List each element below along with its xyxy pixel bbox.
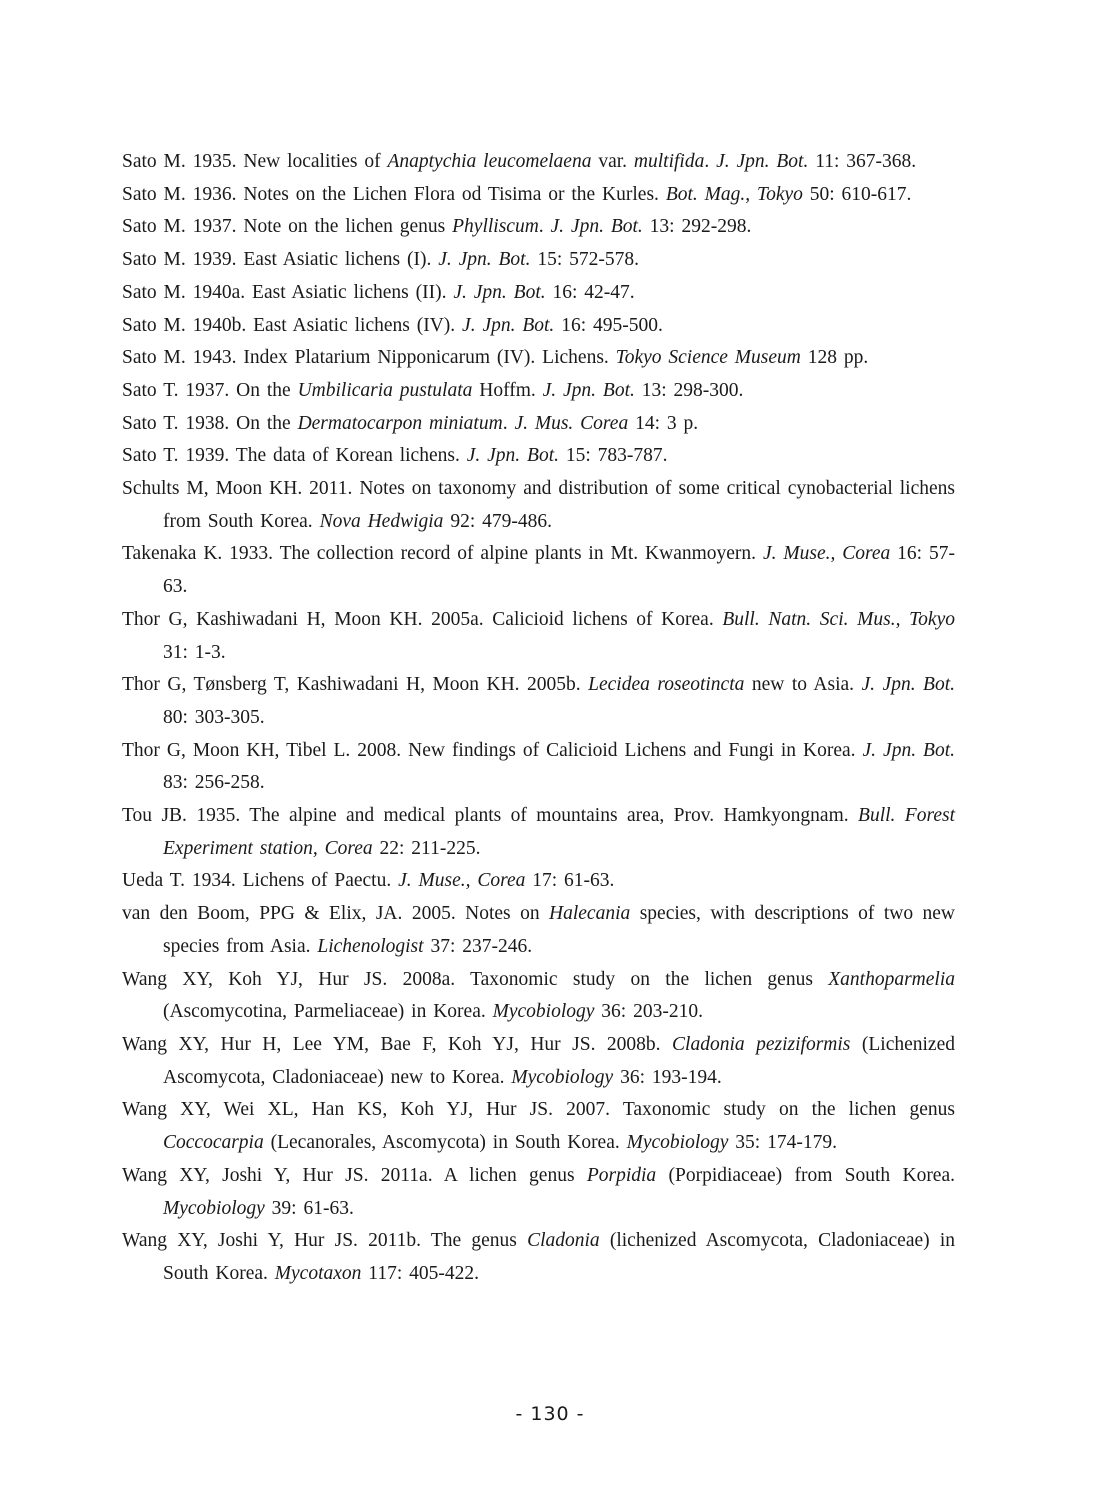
reference-text: 17: 61-63. [525,870,615,892]
reference-text: 36: 193-194. [613,1066,722,1088]
reference-text: Wang XY, Koh YJ, Hur JS. 2008a. Taxonomic study on the lichen genus [122,968,829,990]
reference-entry [122,1160,955,1225]
reference-text: 16: 57-63. [163,543,955,598]
reference-text: Sato M. 1935. New localities of [122,151,388,172]
reference-text: 39: 61-63. [264,1197,354,1219]
reference-italic-text: J. Mus. Corea [514,412,629,434]
reference-text: 16: 42-47. [545,281,635,303]
reference-text: 22: 211-225. [372,837,481,859]
reference-text: 83: 256-258. [163,772,265,794]
reference-text: (Lecanorales, Ascomycota) in South Korea. [263,1132,627,1154]
reference-text: 92: 479-486. [443,510,552,532]
reference-italic-text: J. Jpn. Bot. [453,281,546,303]
reference-italic-text: Lecidea roseotincta [588,674,745,696]
reference-text: (Lichenized Ascomycota, Cladoniaceae) new to Korea. [163,1033,955,1088]
reference-italic-text: Anaptychia leucomelaena [387,151,592,172]
reference-entry [122,669,955,734]
reference-entry [122,1094,955,1159]
page-number: - 130 - [515,1403,585,1425]
reference-text: 117: 405-422. [361,1262,479,1284]
reference-italic-text: J. Jpn. Bot. [862,739,956,761]
reference-text: 14: 3 p. [628,412,699,434]
reference-text: Sato M. 1943. Index Platarium Nipponicarum (IV). Lichens. [122,347,616,369]
reference-text: Schults M, Moon KH. 2011. Notes on taxonomy and distribution of some critical cynobacterial lichens from South Korea. [122,478,955,532]
reference-italic-text: Phylliscum [452,216,539,238]
reference-italic-text: Xanthoparmelia [828,968,955,990]
reference-italic-text: J. Jpn. Bot. [466,445,559,467]
reference-entry [122,408,955,441]
reference-text: Thor G, Tønsberg T, Kashiwadani H, Moon KH. 2005b. [122,674,589,696]
reference-text: . [502,412,515,434]
reference-text: Takenaka K. 1933. The collection record of alpine plants in Mt. Kwanmoyern. [122,543,763,565]
reference-italic-text: Mycobiology [163,1197,265,1219]
reference-text: 35: 174-179. [728,1132,837,1154]
reference-text: Sato T. 1939. The data of Korean lichens. [122,445,467,467]
reference-text: Ueda T. 1934. Lichens of Paectu. [122,870,399,892]
reference-text: new to Asia. [744,674,862,696]
reference-italic-text: Cladonia peziziformis [672,1033,851,1055]
reference-text: 13: 292-298. [642,216,752,238]
reference-italic-text: Mycobiology [492,1001,595,1023]
reference-entry [122,440,955,473]
reference-text: Sato T. 1938. On the [122,412,298,434]
reference-text: Wang XY, Joshi Y, Hur JS. 2011a. A lichen genus [122,1164,587,1186]
reference-text: Thor G, Moon KH, Tibel L. 2008. New findings of Calicioid Lichens and Fungi in Korea. [122,739,863,761]
reference-text: 13: 298-300. [634,379,744,401]
reference-text: 80: 303-305. [163,706,265,728]
reference-italic-text: J. Muse., Corea [398,870,526,892]
reference-italic-text: multifida [633,151,705,172]
reference-text: 15: 572-578. [530,249,640,271]
reference-italic-text: J. Muse., Corea [762,543,891,565]
reference-text: Sato M. 1940b. East Asiatic lichens (IV). [122,314,463,336]
reference-italic-text: Dermatocarpon miniatum [297,412,503,434]
reference-text: Sato M. 1936. Notes on the Lichen Flora od Tisima or the Kurles. [122,183,666,205]
reference-italic-text: J. Jpn. Bot. [438,249,531,271]
reference-text: 16: 495-500. [554,314,663,336]
reference-entry [122,538,955,603]
reference-italic-text: Bot. Mag., Tokyo [665,183,803,205]
reference-entry [122,604,955,669]
reference-entry [122,865,955,898]
reference-text: 11: 367-368. [808,151,917,172]
reference-text: Sato T. 1937. On the [122,379,298,401]
reference-text: (Porpidiaceae) from South Korea. [656,1164,955,1186]
reference-italic-text: J. Jpn. Bot. [861,674,956,696]
reference-italic-text: Mycobiology [626,1132,729,1154]
reference-italic-text: Nova Hedwigia [319,510,444,532]
reference-text: 36: 203-210. [594,1001,703,1023]
reference-text: Sato M. 1940a. East Asiatic lichens (II). [122,281,454,303]
reference-text: 37: 237-246. [423,935,533,957]
reference-text: Sato M. 1937. Note on the lichen genus [122,216,453,238]
reference-italic-text: J. Jpn. Bot. [542,379,635,401]
reference-italic-text: Porpidia [586,1164,657,1186]
reference-entry [122,1029,955,1094]
reference-text: (lichenized Ascomycota, Cladoniaceae) in South Korea. [163,1230,955,1284]
reference-italic-text: Mycobiology [511,1066,614,1088]
reference-entry [122,1225,955,1290]
reference-entry [122,800,955,865]
reference-italic-text: J. Jpn. Bot. [550,216,643,238]
reference-italic-text: Halecania [549,903,631,925]
reference-list [122,146,955,1291]
reference-italic-text: Bull. Natn. Sci. Mus., Tokyo [722,608,955,630]
reference-text: Wang XY, Joshi Y, Hur JS. 2011b. The genus [122,1230,528,1252]
reference-text: . [538,216,551,238]
reference-entry [122,211,955,244]
reference-entry [122,375,955,408]
reference-entry [122,310,955,343]
reference-italic-text: Mycotaxon [274,1262,362,1284]
reference-italic-text: Umbilicaria pustulata [297,379,473,401]
reference-text: 128 pp. [800,347,869,369]
reference-italic-text: Bull. Forest Experiment station, Corea [163,805,955,859]
reference-text: 15: 783-787. [558,445,668,467]
reference-text: (Ascomycotina, Parmeliaceae) in Korea. [163,1001,493,1023]
reference-text: 50: 610-617. [802,183,912,205]
reference-text: Sato M. 1939. East Asiatic lichens (I). [122,249,439,271]
reference-entry [122,898,955,963]
reference-entry [122,179,955,212]
reference-text: Wang XY, Hur H, Lee YM, Bae F, Koh YJ, Hur JS. 2008b. [122,1033,673,1055]
reference-entry [122,735,955,800]
reference-italic-text: Tokyo Science Museum [615,347,801,369]
reference-entry [122,244,955,277]
reference-italic-text: Coccocarpia [163,1132,264,1154]
reference-entry [122,964,955,1029]
reference-italic-text: J. Jpn. Bot. [462,314,555,336]
reference-text: 31: 1-3. [163,641,226,663]
reference-text: Hoffm. [472,379,543,401]
reference-italic-text: J. Jpn. Bot. [716,151,809,172]
reference-text: species, with descriptions of two new species from Asia. [163,903,955,957]
reference-text: . [704,151,717,172]
reference-italic-text: Cladonia [527,1230,600,1252]
reference-entry [122,146,955,179]
reference-text: Wang XY, Wei XL, Han KS, Koh YJ, Hur JS. 2007. Taxonomic study on the lichen genus [122,1099,955,1121]
reference-entry [122,342,955,375]
reference-text: van den Boom, PPG & Elix, JA. 2005. Notes on [122,903,550,925]
reference-text: Tou JB. 1935. The alpine and medical plants of mountains area, Prov. Hamkyongnam. [122,805,859,827]
reference-text: Thor G, Kashiwadani H, Moon KH. 2005a. Calicioid lichens of Korea. [122,608,723,630]
reference-italic-text: Lichenologist [317,935,424,957]
reference-text: var. [591,151,634,172]
reference-entry [122,277,955,310]
reference-entry [122,473,955,538]
